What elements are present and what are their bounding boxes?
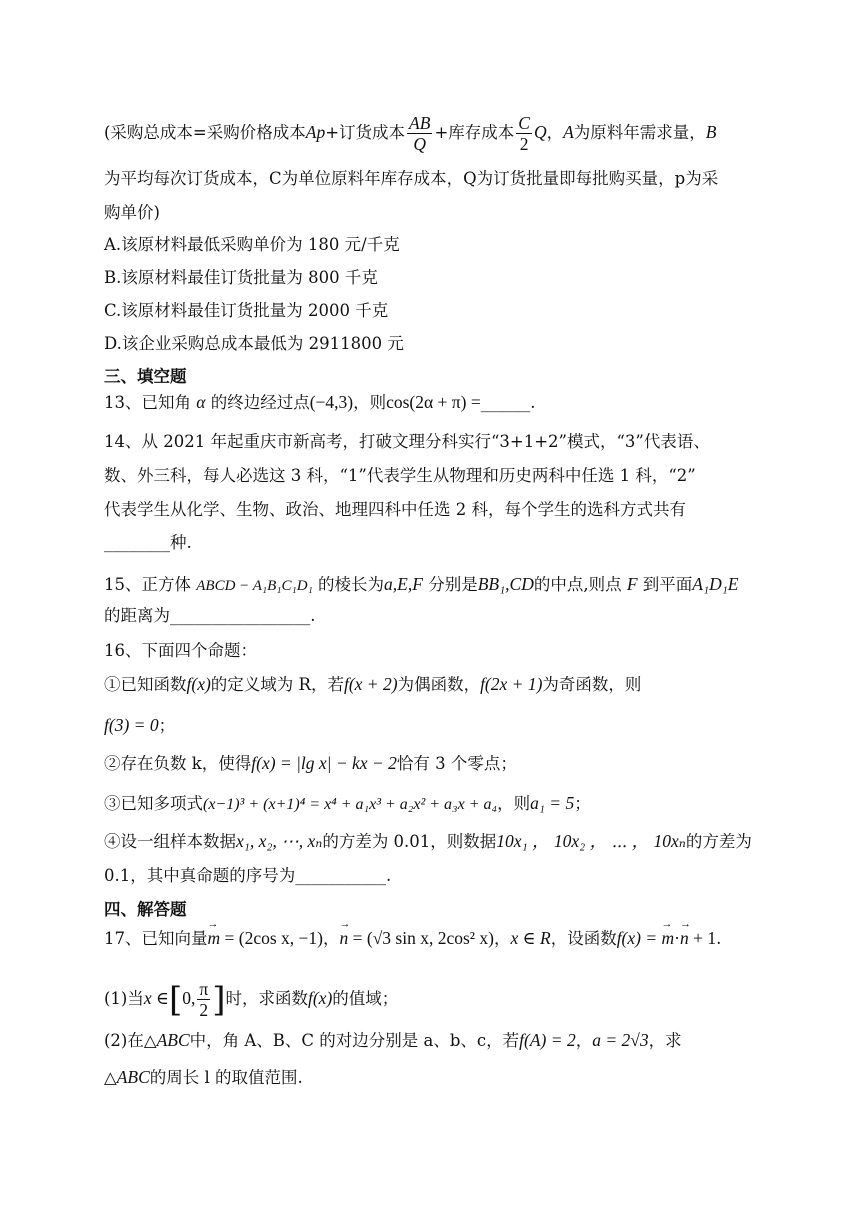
interval-bracket: [ bbox=[168, 979, 183, 1020]
math: f(x) bbox=[307, 988, 333, 1008]
question-17-part-2: (2)在△ABC中，角 A、B、C 的对边分别是 a、b、c，若f(A) = 2，a = 2√3，求 bbox=[104, 1030, 682, 1050]
math: x ∈ R bbox=[510, 928, 551, 948]
math: Ap bbox=[305, 122, 326, 142]
option-c: C.该原材料最佳订货批量为 2000 千克 bbox=[104, 301, 389, 320]
claim-4-line-2: 0.1，其中真命题的序号为___________. bbox=[104, 866, 392, 885]
claim-4: ④设一组样本数据x₁, x₂, ⋯, xₙ的方差为 0.01，则数据10x₁ ， 10x₂ ， ⋯ ， 10xₙ的方差为 bbox=[104, 831, 752, 851]
vector-n: → n bbox=[680, 925, 689, 951]
text: ， bbox=[546, 123, 564, 142]
math: f(A) = 2 bbox=[519, 1030, 576, 1050]
interval-bracket: ] bbox=[212, 979, 226, 1020]
paragraph-line: 购单价) bbox=[104, 203, 160, 222]
math: A₁D₁E bbox=[692, 574, 739, 594]
math: x₁, x₂, ⋯, xₙ bbox=[236, 831, 323, 851]
math: (x−1)³ + (x+1)⁴ = x⁴ + a₁x³ + a₂x² + a₃x + a₄ bbox=[203, 796, 498, 813]
claim-3: ③已知多项式(x−1)³ + (x+1)⁴ = x⁴ + a₁x³ + a₂x² + a₃x + a₄，则a₁ = 5； bbox=[104, 793, 591, 813]
question-16-intro: 16、下面四个命题： bbox=[104, 641, 257, 660]
math: x ∈ bbox=[143, 988, 169, 1008]
text: +订货成本 bbox=[325, 123, 406, 142]
math: = (2cos x, −1) bbox=[220, 928, 323, 948]
math: f(x + 2) bbox=[343, 674, 398, 694]
math: α bbox=[196, 392, 206, 412]
section-heading: 四、解答题 bbox=[104, 900, 187, 919]
question-13: 13、已知角 α 的终边经过点(−4,3)，则cos(2α + π) =______. bbox=[104, 392, 536, 412]
question-17-part-1: (1)当x ∈[0, $\frac{\pi}{2}$ ]时，求函数f(x)的值域； bbox=[104, 979, 399, 1020]
claim-1-line-2: f(3) = 0； bbox=[104, 715, 176, 735]
math: cos(2α + π) = bbox=[386, 392, 481, 412]
option-d: D.该企业采购总成本最低为 2911800 元 bbox=[104, 334, 404, 353]
math: = (√3 sin x, 2cos² x) bbox=[348, 928, 495, 948]
cost-formula-line bbox=[104, 113, 784, 154]
section-heading: 三、填空题 bbox=[104, 367, 187, 386]
question-15: 15、正方体 ABCD − A₁B₁C₁D₁ 的棱长为a,E,F 分别是BB₁,CD的中点,则点 F 到平面A₁D₁E bbox=[104, 574, 739, 594]
question-14-line: 代表学生从化学、生物、政治、地理四科中任选 2 科，每个学生的选科方式共有 bbox=[104, 500, 686, 519]
math: a = 2√3 bbox=[592, 1030, 649, 1050]
vector-m: → m bbox=[662, 925, 675, 951]
math: ABC bbox=[156, 1030, 190, 1050]
math: Q bbox=[533, 122, 547, 142]
text: 为原料年需求量， bbox=[573, 123, 706, 142]
claim-2: ②存在负数 k，使得f(x) = |lg x| − kx − 2恰有 3 个零点； bbox=[104, 753, 517, 773]
text: +库存成本 bbox=[434, 123, 515, 142]
math: f(x) = |lg x| − kx − 2 bbox=[251, 753, 397, 773]
math: 10x₁ ， 10x₂ ， ⋯ ， 10xₙ bbox=[496, 831, 686, 851]
answer-blank: ______ bbox=[480, 393, 531, 412]
question-17-part-2-line-2: △ABC的周长 l 的取值范围. bbox=[104, 1067, 303, 1087]
math: f(x) = bbox=[616, 928, 662, 948]
answer-blank: ___________ bbox=[295, 866, 386, 885]
option-b: B.该原材料最佳订货批量为 800 千克 bbox=[104, 268, 378, 287]
math: ABC bbox=[116, 1067, 150, 1087]
math: (−4,3) bbox=[309, 392, 354, 412]
math: ABCD − A₁B₁C₁D₁ bbox=[196, 578, 313, 594]
math: F bbox=[626, 574, 638, 594]
math: f(2x + 1) bbox=[480, 674, 543, 694]
fraction-c-2: $\frac{C}{2}$ bbox=[518, 113, 530, 154]
paragraph-line: 为平均每次订货成本，C为单位原料年库存成本，Q为订货批量即每批购买量，p为采 bbox=[104, 169, 719, 188]
claim-1: ①已知函数f(x)的定义域为 R，若f(x + 2)为偶函数，f(2x + 1)为奇函数，则 bbox=[104, 674, 642, 694]
question-14-line: ________种. bbox=[104, 533, 192, 552]
math: a₁ = 5 bbox=[530, 793, 575, 813]
question-14-line: 14、从 2021 年起重庆市新高考，打破文理分科实行“3+1+2”模式，“3”代表语、 bbox=[104, 432, 710, 451]
math: BB₁,CD bbox=[477, 574, 534, 594]
question-17: 17、已知向量→ m = (2cos x, −1)，→ n = (√3 sin x, 2cos² x)，x ∈ R，设函数f(x) = → m·→ n + 1. bbox=[104, 925, 784, 952]
question-14-line: 数、外三科，每人必选这 3 科，“1”代表学生从物理和历史两科中任选 1 科，“2” bbox=[104, 466, 696, 485]
answer-blank: _________________ bbox=[170, 606, 311, 625]
fraction-pi-2: $\frac{\pi}{2}$ bbox=[199, 979, 209, 1020]
option-a: A.该原材料最低采购单价为 180 元/千克 bbox=[104, 235, 400, 254]
vector-m: → m bbox=[208, 925, 221, 951]
fraction-ab-q: $\frac{AB}{Q}$ bbox=[409, 113, 431, 154]
answer-blank: ________ bbox=[104, 533, 170, 552]
question-15-line: 的距离为_________________. bbox=[104, 606, 316, 625]
math: f(x) bbox=[186, 674, 211, 694]
math: B bbox=[705, 122, 717, 142]
math: a,E,F bbox=[384, 574, 423, 594]
math: A bbox=[563, 122, 574, 142]
vector-n: → n bbox=[340, 925, 349, 951]
text: (采购总成本=采购价格成本 bbox=[104, 123, 306, 142]
math: f(3) = 0 bbox=[104, 715, 159, 735]
